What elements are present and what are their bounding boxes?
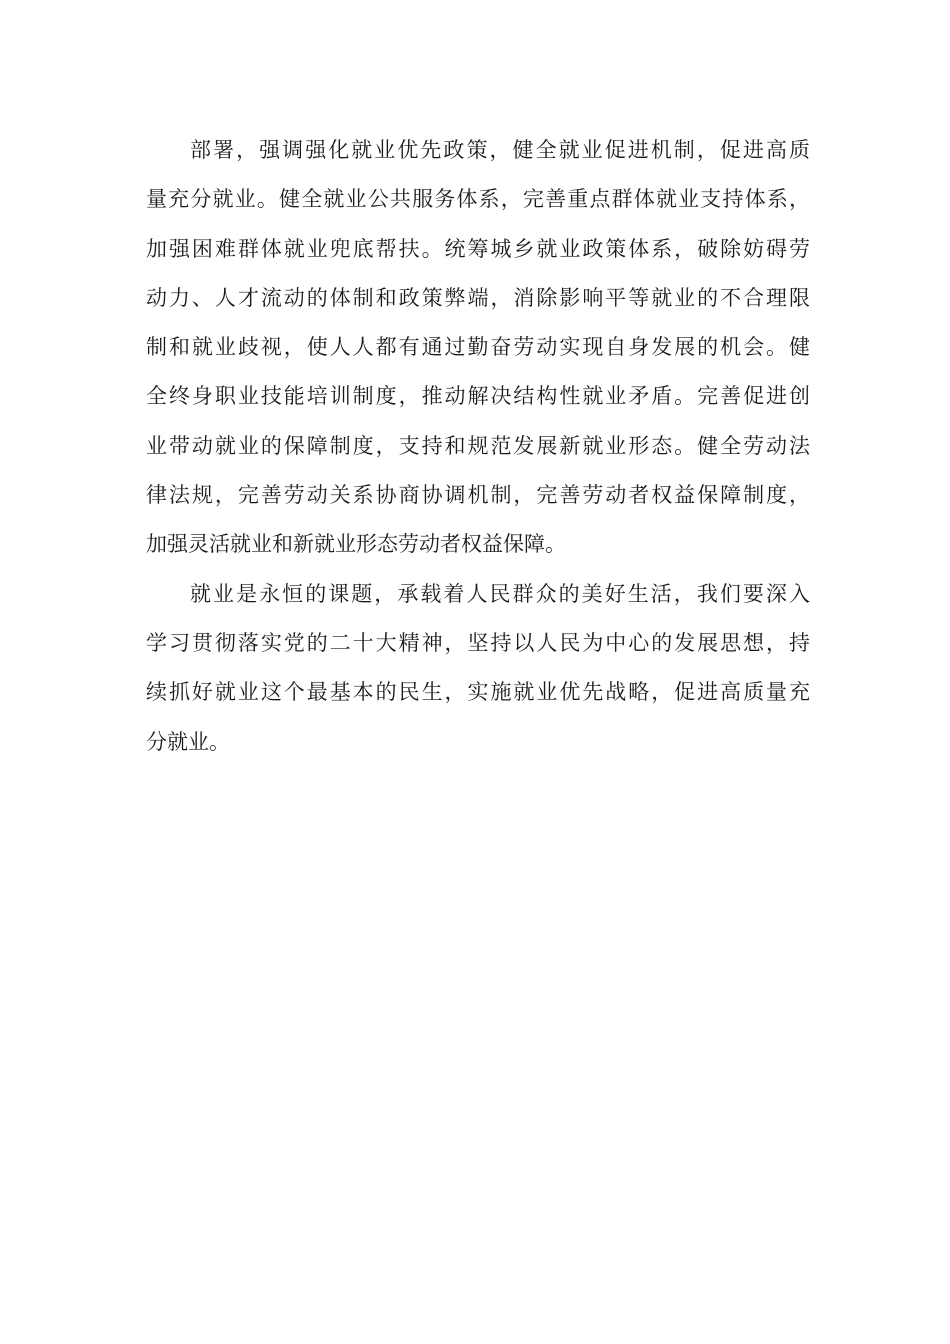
paragraph-2 (146, 570, 810, 767)
paragraph-line: 加强灵活就业和新就业形态劳动者权益保障。 (146, 532, 566, 557)
paragraph-line: 动力、人才流动的体制和政策弊端，消除影响平等就业的不合理限 (146, 285, 810, 310)
paragraph-line: 制和就业歧视，使人人都有通过勤奋劳动实现自身发展的机会。健 (146, 335, 810, 360)
document-body (146, 126, 810, 767)
paragraph-line: 量充分就业。健全就业公共服务体系，完善重点群体就业支持体系， (146, 187, 810, 212)
paragraph-1 (146, 126, 810, 570)
paragraph-line: 业带动就业的保障制度，支持和规范发展新就业形态。健全劳动法 (146, 433, 810, 458)
paragraph-line: 律法规，完善劳动关系协商协调机制，完善劳动者权益保障制度， (146, 483, 810, 508)
paragraph-line: 就业是永恒的课题，承载着人民群众的美好生活，我们要深入 (190, 581, 810, 606)
paragraph-line: 学习贯彻落实党的二十大精神，坚持以人民为中心的发展思想，持 (146, 630, 810, 655)
paragraph-line: 续抓好就业这个最基本的民生，实施就业优先战略，促进高质量充 (146, 680, 810, 705)
paragraph-line: 全终身职业技能培训制度，推动解决结构性就业矛盾。完善促进创 (146, 384, 810, 409)
paragraph-line: 加强困难群体就业兜底帮扶。统筹城乡就业政策体系，破除妨碍劳 (146, 236, 810, 261)
paragraph-line: 部署，强调强化就业优先政策，健全就业促进机制，促进高质 (190, 138, 810, 162)
paragraph-line: 分就业。 (146, 729, 230, 754)
